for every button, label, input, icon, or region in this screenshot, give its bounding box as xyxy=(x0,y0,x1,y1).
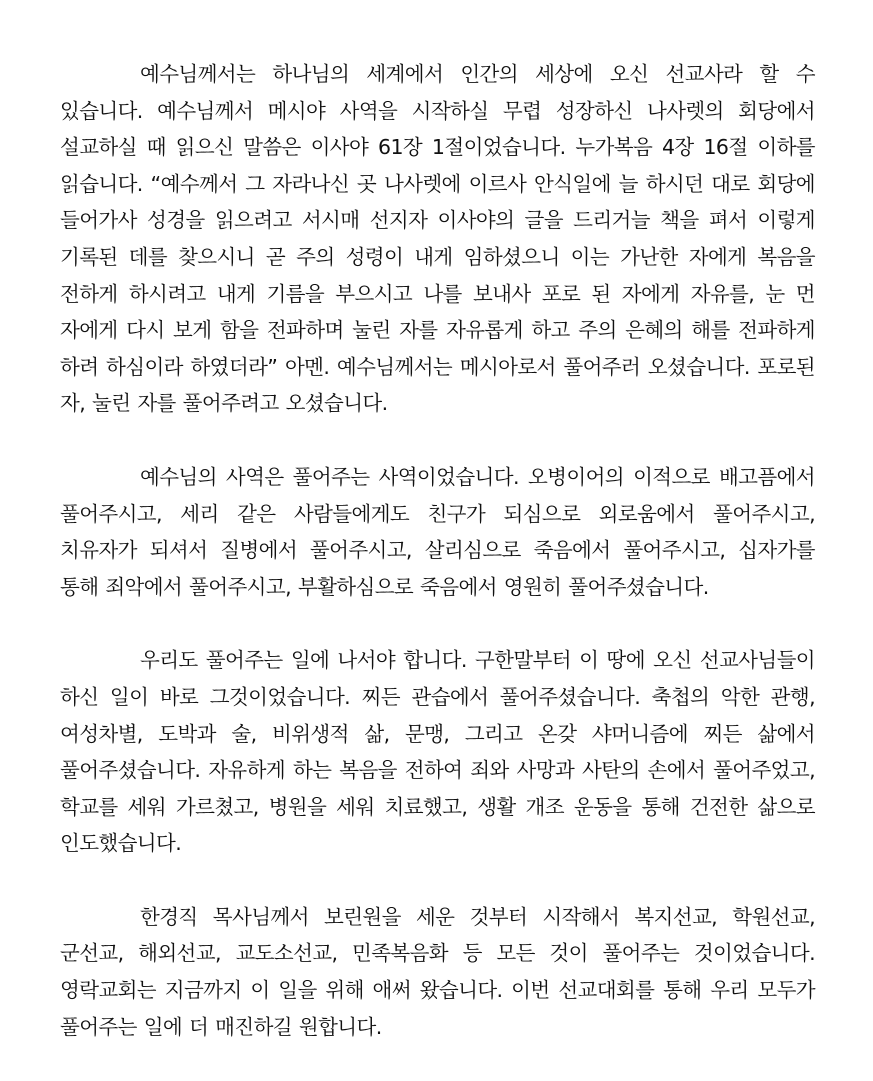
paragraph-messiah-mission: 예수님께서는 하나님의 세계에서 인간의 세상에 오신 선교사라 할 수 있습니다. 예수님께서 메시야 사역을 시작하실 무렵 성장하신 나사렛의 회당에서 설교하실 때 읽으신 말씀은 이사야 61장 1절이었습니다. 누가복음 4장 16절 이하를 읽습니다. “예수께서 그 자라나신 곳 나사렛에 이르사 안식일에 늘 하시던 대로 회당에 들어가사 성경을 읽으려고 서시매 선지자 이사야의 글을 드리거늘 책을 펴서 이렇게 기록된 데를 찾으시니 곧 주의 성령이 내게 임하셨으니 이는 가난한 자에게 복음을 전하게 하시려고 내게 기름을 부으시고 나를 보내사 포로 된 자에게 자유를, 눈 먼 자에게 다시 보게 함을 전파하며 눌린 자를 자유롭게 하고 주의 은혜의 해를 전파하게 하려 하심이라 하였더라” 아멘. 예수님께서는 메시아로서 풀어주러 오셨습니다. 포로된 자, 눌린 자를 풀어주려고 오셨습니다. xyxy=(60,62,815,416)
paragraph-missionaries-work: 우리도 풀어주는 일에 나서야 합니다. 구한말부터 이 땅에 오신 선교사님들이 하신 일이 바로 그것이었습니다. 찌든 관습에서 풀어주셨습니다. 축첩의 악한 관행, 여성차별, 도박과 술, 비위생적 삶, 문맹, 그리고 온갖 샤머니즘에 찌든 삶에서 풀어주셨습니다. 자유하게 하는 복음을 전하여 죄와 사망과 사탄의 손에서 풀어주었고, 학교를 세워 가르쳤고, 병원을 세워 치료했고, 생활 개조 운동을 통해 건전한 삶으로 인도했습니다. xyxy=(60,648,815,856)
paragraph-ministry-of-release: 예수님의 사역은 풀어주는 사역이었습니다. 오병이어의 이적으로 배고픔에서 풀어주시고, 세리 같은 사람들에게도 친구가 되심으로 외로움에서 풀어주시고, 치유자가 되셔서 질병에서 풀어주시고, 살리심으로 죽음에서 풀어주시고, 십자가를 통해 죄악에서 풀어주시고, 부활하심으로 죽음에서 영원히 풀어주셨습니다. xyxy=(60,464,815,599)
paragraph-youngnak-church: 한경직 목사님께서 보린원을 세운 것부터 시작해서 복지선교, 학원선교, 군선교, 해외선교, 교도소선교, 민족복음화 등 모든 것이 풀어주는 것이었습니다. 영락교회는 지금까지 이 일을 위해 애써 왔습니다. 이번 선교대회를 통해 우리 모두가 풀어주는 일에 더 매진하길 원합니다. xyxy=(60,904,815,1039)
